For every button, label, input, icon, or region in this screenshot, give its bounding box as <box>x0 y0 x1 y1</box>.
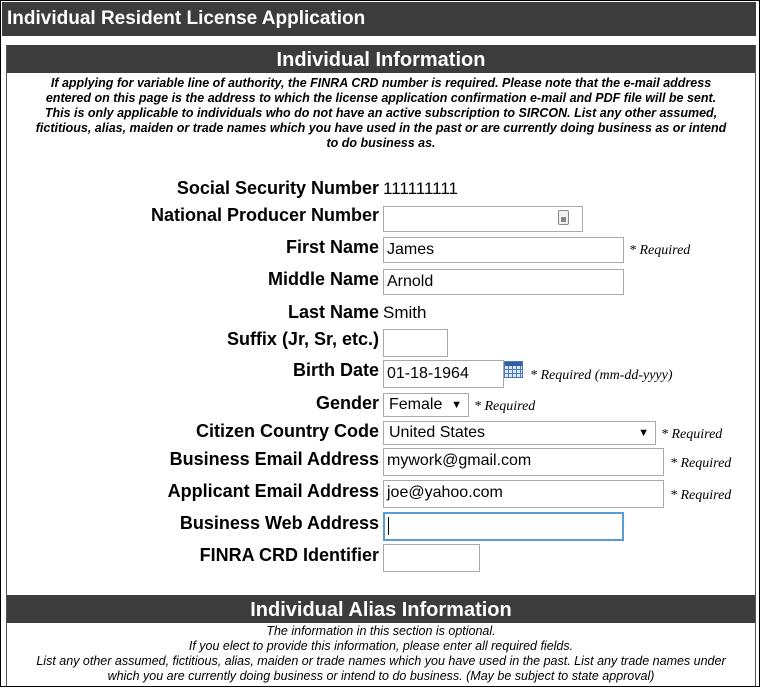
notice-line: If you elect to provide this information, please enter all required fields. <box>188 639 574 653</box>
birth-date-label: Birth Date <box>292 360 379 380</box>
notice-line: This is only applicable to individuals who do not have an active subscription to SIRCON. List any other assumed, <box>44 106 718 120</box>
individual-info-header: Individual Information <box>7 45 755 73</box>
gender-selected-value: Female <box>389 396 443 413</box>
notice-line: The information in this section is optional. <box>266 624 496 638</box>
npn-label: National Producer Number <box>150 205 379 225</box>
npn-row <box>7 203 755 231</box>
birth-date-input[interactable]: 01-18-1964 <box>383 360 504 388</box>
citizen-country-required: * Required <box>661 427 723 442</box>
app-title: Individual Resident License Application <box>2 2 756 36</box>
first-name-row <box>7 235 755 263</box>
business-email-label: Business Email Address <box>169 449 379 469</box>
gender-required: * Required <box>474 399 536 414</box>
business-web-label: Business Web Address <box>179 513 379 533</box>
alias-info-header: Individual Alias Information <box>7 595 755 623</box>
gender-select[interactable] <box>383 393 469 417</box>
business-web-input[interactable] <box>383 512 624 541</box>
individual-info-notice <box>7 76 755 151</box>
citizen-country-row <box>7 419 755 447</box>
citizen-country-select[interactable] <box>383 421 656 445</box>
birth-date-row <box>7 358 755 386</box>
notice-line: If applying for variable line of authority, the FINRA CRD number is required. Please note that the e-mail address <box>50 76 712 90</box>
suffix-row <box>7 327 755 355</box>
middle-name-input[interactable]: Arnold <box>383 269 624 295</box>
alias-info-notice <box>7 624 755 684</box>
ssn-value: 111111111 <box>383 179 458 198</box>
middle-name-label: Middle Name <box>267 269 379 289</box>
gender-row <box>7 391 755 419</box>
first-name-required: * Required <box>629 243 691 258</box>
notice-line: List any other assumed, fictitious, alias, maiden or trade names which you have used in the past. List any trade names under <box>36 654 726 668</box>
first-name-label: First Name <box>285 237 379 257</box>
business-email-row <box>7 447 755 475</box>
applicant-email-required: * Required <box>670 488 732 503</box>
business-web-row <box>7 511 755 539</box>
suffix-input[interactable] <box>383 329 448 357</box>
citizen-country-label: Citizen Country Code <box>196 421 379 441</box>
gender-label: Gender <box>315 393 379 413</box>
last-name-label: Last Name <box>287 302 379 322</box>
ssn-label: Social Security Number <box>176 178 379 198</box>
business-email-input[interactable]: mywork@gmail.com <box>383 448 664 476</box>
birth-date-required: * Required (mm-dd-yyyy) <box>530 368 673 383</box>
notice-line: fictitious, alias, maiden or trade names which you have used in the past or are currently doing business as or intend <box>35 121 727 135</box>
finra-crd-label: FINRA CRD Identifier <box>199 545 379 565</box>
ssn-row <box>7 176 755 204</box>
chevron-down-icon: ▼ <box>638 427 649 439</box>
calendar-icon[interactable] <box>504 361 523 378</box>
last-name-row <box>7 300 755 328</box>
applicant-email-row <box>7 479 755 507</box>
chevron-down-icon: ▼ <box>451 399 462 411</box>
citizen-country-selected-value: United States <box>389 424 486 441</box>
notice-line: entered on this page is the address to which the license application confirmation e-mail and PDF file will be sent. <box>45 91 717 105</box>
notice-line: which you are currently doing business or intend to do business. (May be subject to state approval) <box>107 669 655 683</box>
applicant-email-input[interactable]: joe@yahoo.com <box>383 480 664 508</box>
applicant-email-label: Applicant Email Address <box>167 481 379 501</box>
suffix-label: Suffix (Jr, Sr, etc.) <box>226 329 379 349</box>
notice-line: to do business as. <box>326 136 436 150</box>
middle-name-row <box>7 267 755 295</box>
finra-crd-input[interactable] <box>383 544 480 572</box>
form-content <box>6 45 756 687</box>
keyboard-icon[interactable] <box>558 210 569 225</box>
first-name-input[interactable]: James <box>383 237 624 263</box>
npn-input[interactable] <box>383 206 583 232</box>
text-cursor <box>388 517 389 535</box>
last-name-value: Smith <box>383 303 427 322</box>
business-email-required: * Required <box>670 456 732 471</box>
finra-crd-row <box>7 543 755 571</box>
